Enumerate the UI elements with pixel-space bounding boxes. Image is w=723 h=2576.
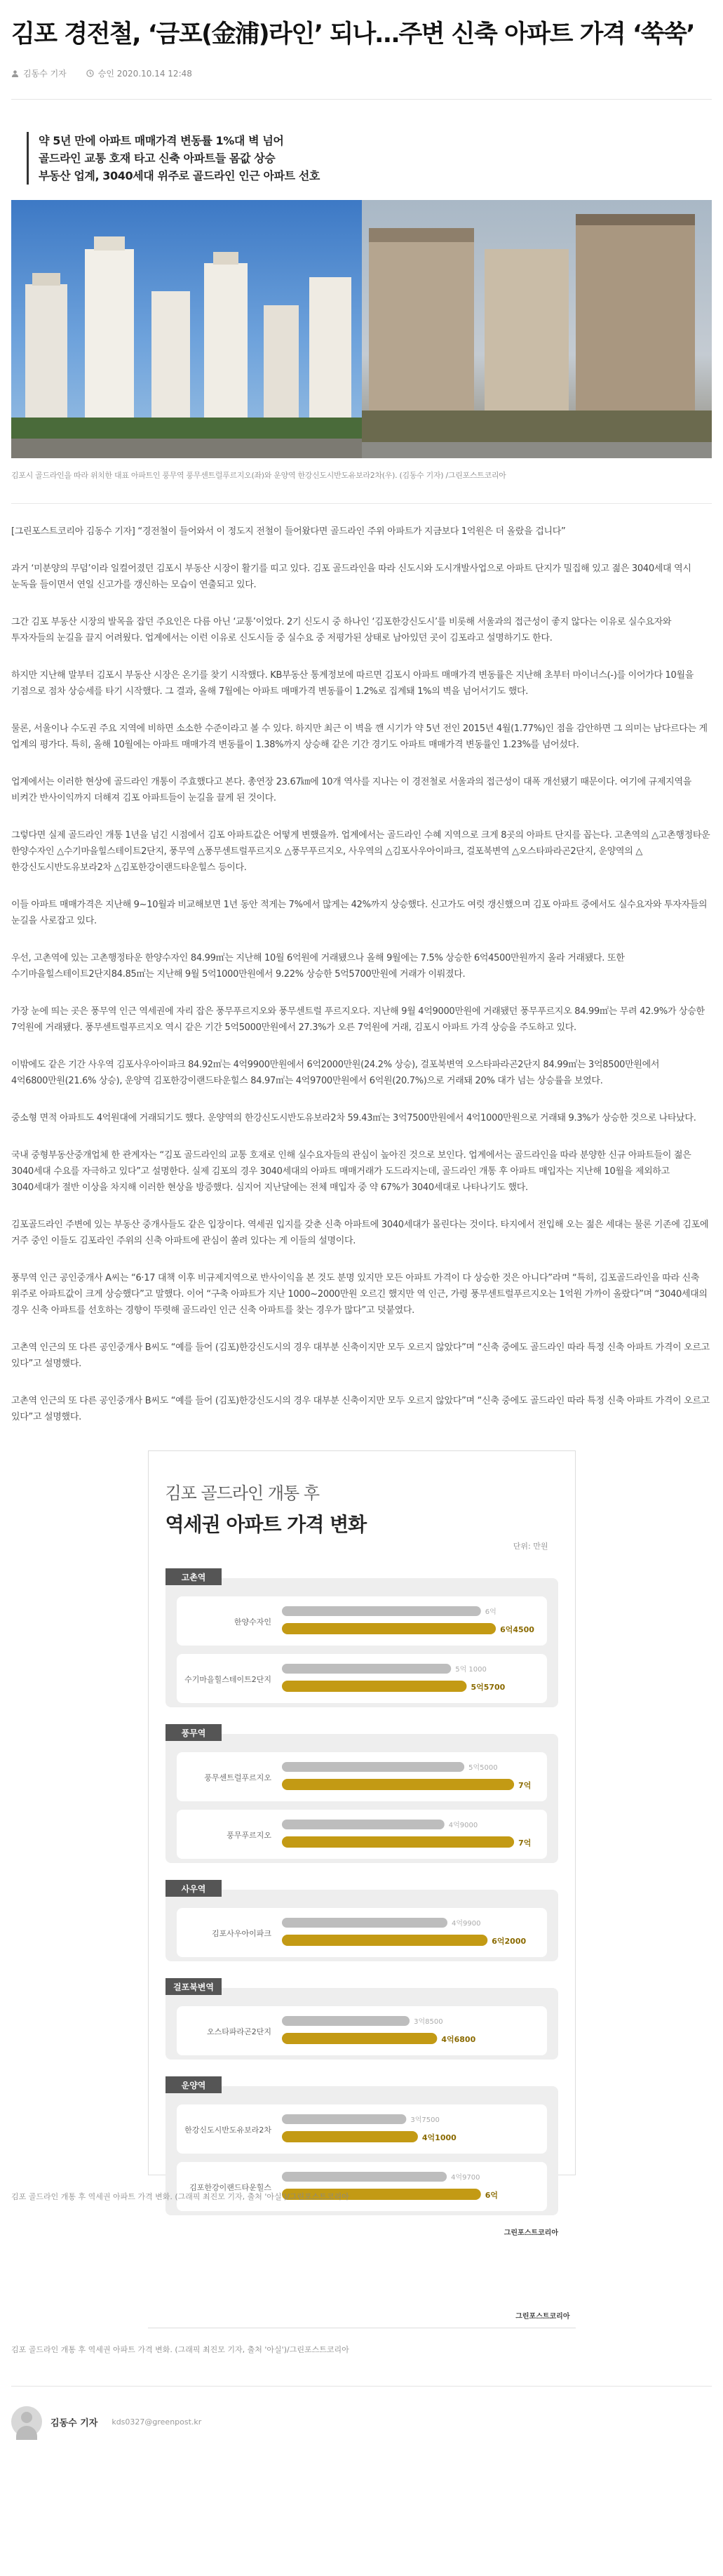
body-paragraph: 물론, 서울이나 수도권 주요 지역에 비하면 소소한 수준이라고 볼 수 있다. 하지만 최근 이 벽을 깬 시기가 약 5년 전인 2015년 4월(1.77%)인 점을 감안하면 그 의미는 남다르다는 게 업계의 평가다. 특히, 올해 10월에는 아파트 매매가격 변동률이 1.38%까지 상승해 같은 기간 경기도 아파트 매매가격 변동률인 1.23%를 넘어섰다. bbox=[11, 723, 708, 750]
bar-previous bbox=[282, 2016, 410, 2026]
chart-brand-repeat: 그린포스트코리아 bbox=[515, 2313, 570, 2321]
apartment-name: 풍무푸르지오 bbox=[226, 1831, 271, 1840]
article-body bbox=[11, 523, 712, 1425]
bar-current-label: 6억4500 bbox=[499, 1625, 534, 1634]
bar-current bbox=[282, 1935, 487, 1946]
bar-current-label: 6억 bbox=[485, 2191, 498, 2200]
station-label: 풍무역 bbox=[181, 1728, 205, 1738]
apartment-name: 수기마을힐스테이트2단지 bbox=[184, 1675, 271, 1684]
bar-current bbox=[282, 1623, 496, 1634]
chart-subtitle: 역세권 아파트 가격 변화 bbox=[165, 1513, 367, 1536]
bar-previous bbox=[282, 2114, 406, 2124]
bar-previous-label: 5억5000 bbox=[468, 1764, 498, 1772]
station-label: 운양역 bbox=[181, 2081, 205, 2090]
author-name[interactable]: 김동수 기자 bbox=[50, 2417, 98, 2429]
bar-current-label: 5억5700 bbox=[470, 1683, 505, 1692]
bar-current-label: 6억2000 bbox=[491, 1937, 526, 1946]
bar-previous-label: 6억 bbox=[485, 1608, 496, 1616]
bar-current-label: 4억1000 bbox=[421, 2133, 457, 2142]
body-paragraph: [그린포스트코리아 김동수 기자] “경전철이 들어와서 이 정도지 전철이 들어왔다면 골드라인 주위 아파트가 지금보다 1억원은 더 올랐을 겁니다” bbox=[11, 526, 566, 537]
user-icon bbox=[11, 69, 19, 77]
bar-previous bbox=[282, 1762, 464, 1772]
bar-current-label: 7억 bbox=[518, 1781, 531, 1790]
summary-line: 부동산 업계, 3040세대 위주로 골드라인 인근 아파트 선호 bbox=[39, 169, 320, 182]
apartment-row-bg bbox=[177, 1596, 547, 1646]
chart-graphic-repeat bbox=[148, 2244, 576, 2328]
reporter-info[interactable] bbox=[11, 67, 67, 79]
clock-icon bbox=[86, 69, 94, 77]
author-avatar bbox=[11, 2406, 42, 2437]
bar-current bbox=[282, 2033, 437, 2044]
body-paragraph: 과거 ‘미분양의 무덤’이라 일컬어졌던 김포시 부동산 시장이 활기를 띠고 있다. 김포 골드라인을 따라 신도시와 도시개발사업으로 아파트 단지가 밀집해 있고 젊은 3040세대 역시 눈독을 들이면서 연일 신고가를 갱신하는 모습이 연출되고 있다. bbox=[11, 563, 691, 590]
apartment-towers-illustration bbox=[11, 200, 362, 458]
bar-previous bbox=[282, 1606, 481, 1616]
body-paragraph: 그렇다면 실제 골드라인 개통 1년을 넘긴 시점에서 김포 아파트값은 어떻게 변했을까. 업계에서는 골드라인 수혜 지역으로 크게 8곳의 아파트 단지를 꼽는다. 고촌역의 △고촌행정타운 한양수자인 △수기마을힐스테이트2단지, 풍무역 △풍무센트럴푸르지오 △풍무푸르지오, 사우역의 △김포사우아이파크, 걸포북변역 △오스타파라곤2단지, 운양역의 △한강신도시반도유보라2차 △김포한강이랜드타운힐스 등이다. bbox=[11, 830, 710, 873]
photo-bando-yubora[interactable] bbox=[362, 200, 712, 458]
article-summary bbox=[27, 132, 712, 185]
apartment-name: 김포한강이랜드타운힐스 bbox=[189, 2183, 271, 2192]
article-title: 김포 경전철, ‘금포(金浦)라인’ 되나…주변 신축 아파트 가격 ‘쑥쑥’ bbox=[11, 20, 695, 48]
apartment-name: 풍무센트럴푸르지오 bbox=[203, 1773, 271, 1782]
reporter-name: 김동수 기자 bbox=[23, 69, 67, 79]
body-paragraph: 그간 김포 부동산 시장의 발목을 잡던 주요인은 다름 아닌 ‘교통’이었다. 2기 신도시 중 하나인 ‘김포한강신도시’를 비롯해 서울과의 접근성이 좋지 않다는 이유로 실수요자와 투자자들의 눈길을 끌지 어려웠다. 업계에서는 이런 이유로 신도시들 중 실수요 중 저평가된 상태로 남아있던 곳이 김포라고 설명하기도 한다. bbox=[11, 617, 672, 643]
body-paragraph: 이밖에도 같은 기간 사우역 김포사우아이파크 84.92㎡는 4억9900만원에서 6억2000만원(24.2% 상승), 걸포북변역 오스타파라곤2단지 84.99㎡는 3억8500만원에서 4억6800만원(21.6% 상승), 운양역 김포한강이랜드타운힐스 84.97㎡는 4억9700만원에서 6억원(20.7%)으로 거래돼 20% 대가 넘는 상승률을 보였다. bbox=[11, 1060, 660, 1086]
body-paragraph: 업계에서는 이러한 현상에 골드라인 개통이 주효했다고 본다. 총연장 23.67㎞에 10개 역사를 지나는 이 경전철로 서울과의 접근성이 대폭 개선됐기 때문이다. 여기에 규제지역을 비켜간 반사이익까지 더해져 김포 아파트들이 눈길을 끌게 된 것이다. bbox=[11, 777, 691, 803]
bar-previous bbox=[282, 1918, 447, 1928]
article-meta bbox=[11, 67, 712, 79]
chart-caption-repeat: 김포 골드라인 개통 후 역세권 아파트 가격 변화. (그래픽 최진모 기자, 출처 '아실')/그린포스트코리아 bbox=[11, 2345, 349, 2354]
body-paragraph: 고촌역 인근의 또 다른 공인중개사 B씨도 “예를 들어 (김포)한강신도시의 경우 대부분 신축이지만 모두 오르지 않았다”며 “신축 중에도 골드라인 따라 특정 신축 아파트 가격이 오르고 있다”고 설명했다. bbox=[11, 1342, 710, 1369]
body-paragraph: 가장 눈에 띄는 곳은 풍무역 인근 역세권에 자리 잡은 풍무푸르지오와 풍무센트럴 푸르지오다. 지난해 9월 4억9000만원에 거래됐던 풍무푸르지오 84.99㎡는 무려 42.9%가 상승한 7억원에 거래됐다. 풍무센트럴푸르지오 역시 같은 기간 5억5000만원에서 27.3%가 오른 7억원에 거래, 김포시 아파트 가격 상승을 주도하고 있다. bbox=[11, 1006, 705, 1033]
apartment-name: 한양수자인 bbox=[234, 1617, 271, 1627]
bar-previous-label: 4억9900 bbox=[451, 1920, 480, 1928]
chart-caption: 김포 골드라인 개통 후 역세권 아파트 가격 변화. (그래픽 최진모 기자, 출처 '아실')/그린포스트코리아 bbox=[11, 2192, 349, 2201]
body-paragraph: 우선, 고촌역에 있는 고촌행정타운 한양수자인 84.99㎡는 지난해 10월 6억원에 거래됐으나 올해 9월에는 7.5% 상승한 6억4500만원까지 올라 거래됐다. 또한 수기마을힐스테이트2단지84.85㎡는 지난해 9월 5억1000만원에서 9.22% 상승한 5억5700만원에 거래가 이뤄졌다. bbox=[11, 953, 625, 980]
title-divider bbox=[11, 99, 712, 100]
body-paragraph: 이들 아파트 매매가격은 지난해 9~10월과 비교해보면 1년 동안 적게는 7%에서 많게는 42%까지 상승했다. 신고가도 여럿 갱신했으며 김포 아파트 중에서도 실수요자와 투자자들의 눈길을 사로잡고 있다. bbox=[11, 900, 708, 926]
bar-previous-label: 5억 1000 bbox=[454, 1666, 487, 1674]
date-info bbox=[86, 67, 192, 79]
bar-current bbox=[282, 1779, 514, 1790]
photo-caption: 김포시 골드라인을 따라 위치한 대표 아파트인 풍무역 풍무센트럴푸르지오(좌)와 운양역 한강신도시반도유보라2차(우). (김동수 기자) /그린포스트코리아 bbox=[11, 471, 506, 480]
bar-previous-label: 4억9000 bbox=[448, 1822, 478, 1829]
bar-current bbox=[282, 2131, 418, 2142]
bar-current-label: 4억6800 bbox=[440, 2035, 475, 2044]
apartment-name: 오스타파라곤2단지 bbox=[206, 2027, 271, 2036]
author-email[interactable]: kds0327@greenpost.kr bbox=[112, 2417, 202, 2427]
author-box bbox=[11, 2386, 712, 2437]
apartment-towers-illustration bbox=[362, 200, 712, 458]
body-paragraph: 고촌역 인근의 또 다른 공인중개사 B씨도 “예를 들어 (김포)한강신도시의 경우 대부분 신축이지만 모두 오르지 않았다”며 “신축 중에도 골드라인 따라 특정 신축 아파트 가격이 오르고 있다”고 설명했다. bbox=[11, 1396, 710, 1422]
station-label: 사우역 bbox=[181, 1884, 205, 1894]
body-paragraph: 하지만 지난해 말부터 김포시 부동산 시장은 온기를 찾기 시작했다. KB부동산 통계정보에 따르면 김포시 아파트 매매가격 변동률은 지난해 초부터 마이너스(-)를 이어가다 10월을 기점으로 점차 상승세를 타기 시작했다. 그 결과, 올해 7월에는 아파트 매매가격 변동률이 1.2%로 집계돼 1%의 벽을 넘어서기도 했다. bbox=[11, 670, 694, 697]
summary-line: 약 5년 만에 아파트 매매가격 변동률 1%대 벽 넘어 bbox=[39, 134, 284, 147]
apartment-name: 김포사우아이파크 bbox=[211, 1929, 271, 1938]
bar-current bbox=[282, 1681, 466, 1692]
caption-divider bbox=[11, 503, 712, 504]
chart-unit: 단위: 만원 bbox=[513, 1542, 548, 1551]
bar-previous bbox=[282, 2172, 447, 2182]
body-paragraph: 중소형 면적 아파트도 4억원대에 거래되기도 했다. 운양역의 한강신도시반도유보라2차 59.43㎡는 3억7500만원에서 4억1000만원으로 거래돼 9.3%가 상승한 것으로 나타났다. bbox=[11, 1113, 696, 1123]
publish-date: 승인 2020.10.14 12:48 bbox=[97, 69, 192, 79]
chart-title: 김포 골드라인 개통 후 bbox=[165, 1483, 320, 1503]
station-label: 고촌역 bbox=[181, 1573, 205, 1582]
bar-previous-label: 3억7500 bbox=[410, 2116, 440, 2124]
station-label: 걸포북변역 bbox=[173, 1982, 214, 1992]
bar-current-label: 7억 bbox=[518, 1838, 531, 1848]
bar-previous bbox=[282, 1664, 451, 1674]
apartment-name: 한강신도시반도유보라2차 bbox=[184, 2125, 271, 2135]
photo-pungmu-central-prugio[interactable] bbox=[11, 200, 362, 458]
bar-previous-label: 3억8500 bbox=[413, 2018, 443, 2026]
body-paragraph: 국내 중형부동산중개업체 한 관계자는 “김포 골드라인의 교통 호재로 인해 실수요자들의 관심이 높아진 것으로 보인다. 업계에서는 골드라인을 따라 분양한 신규 아파트들이 젊은 3040세대 수요를 자극하고 있다”고 설명한다. 실제 김포의 경우 3040세대의 아파트 매매거래가 도드라지는데, 골드라인 개통 후 아파트 매입자는 지난해 10월을 제외하고 3040세대가 절반 이상을 차지해 이러한 현상을 방증했다. 심지어 지난달에는 전체 매입자 중 약 67%가 3040세대로 나타나기도 했다. bbox=[11, 1150, 691, 1193]
bar-previous-label: 4억9700 bbox=[450, 2174, 480, 2182]
summary-line: 골드라인 교통 호재 타고 신축 아파트들 몸값 상승 bbox=[39, 152, 276, 165]
bar-previous bbox=[282, 1820, 445, 1829]
body-paragraph: 김포골드라인 주변에 있는 부동산 중개사들도 같은 입장이다. 역세권 입지를 갖춘 신축 아파트에 3040세대가 몰린다는 것이다. 타지에서 전입해 오는 젊은 세대는 물론 기존에 김포에 거주 중인 이들도 김포라인 주위의 신축 아파트에 관심이 쏠려 있다는 게 이들의 설명이다. bbox=[11, 1220, 709, 1246]
bar-current bbox=[282, 1836, 514, 1848]
chart-brand: 그린포스트코리아 bbox=[504, 2229, 558, 2237]
article-photos bbox=[11, 200, 712, 458]
body-paragraph: 풍무역 인근 공인중개사 A씨는 “6·17 대책 이후 비규제지역으로 반사이익을 본 것도 분명 있지만 모든 아파트 가격이 다 상승한 것은 아니다”라며 “특히, 김포골드라인을 따라 신축 위주로 아파트값이 크게 상승했다”고 말했다. 이어 “구축 아파트가 지난 1000~2000만원 오르긴 했지만 역 인근, 가령 풍무센트럴푸르지오는 1억원 가까이 올랐다”며 “3040세대의 경우 신축 아파트를 선호하는 경향이 뚜렷해 골드라인 인근 신축 아파트를 찾는 경우가 많다”고 덧붙였다. bbox=[11, 1273, 708, 1316]
